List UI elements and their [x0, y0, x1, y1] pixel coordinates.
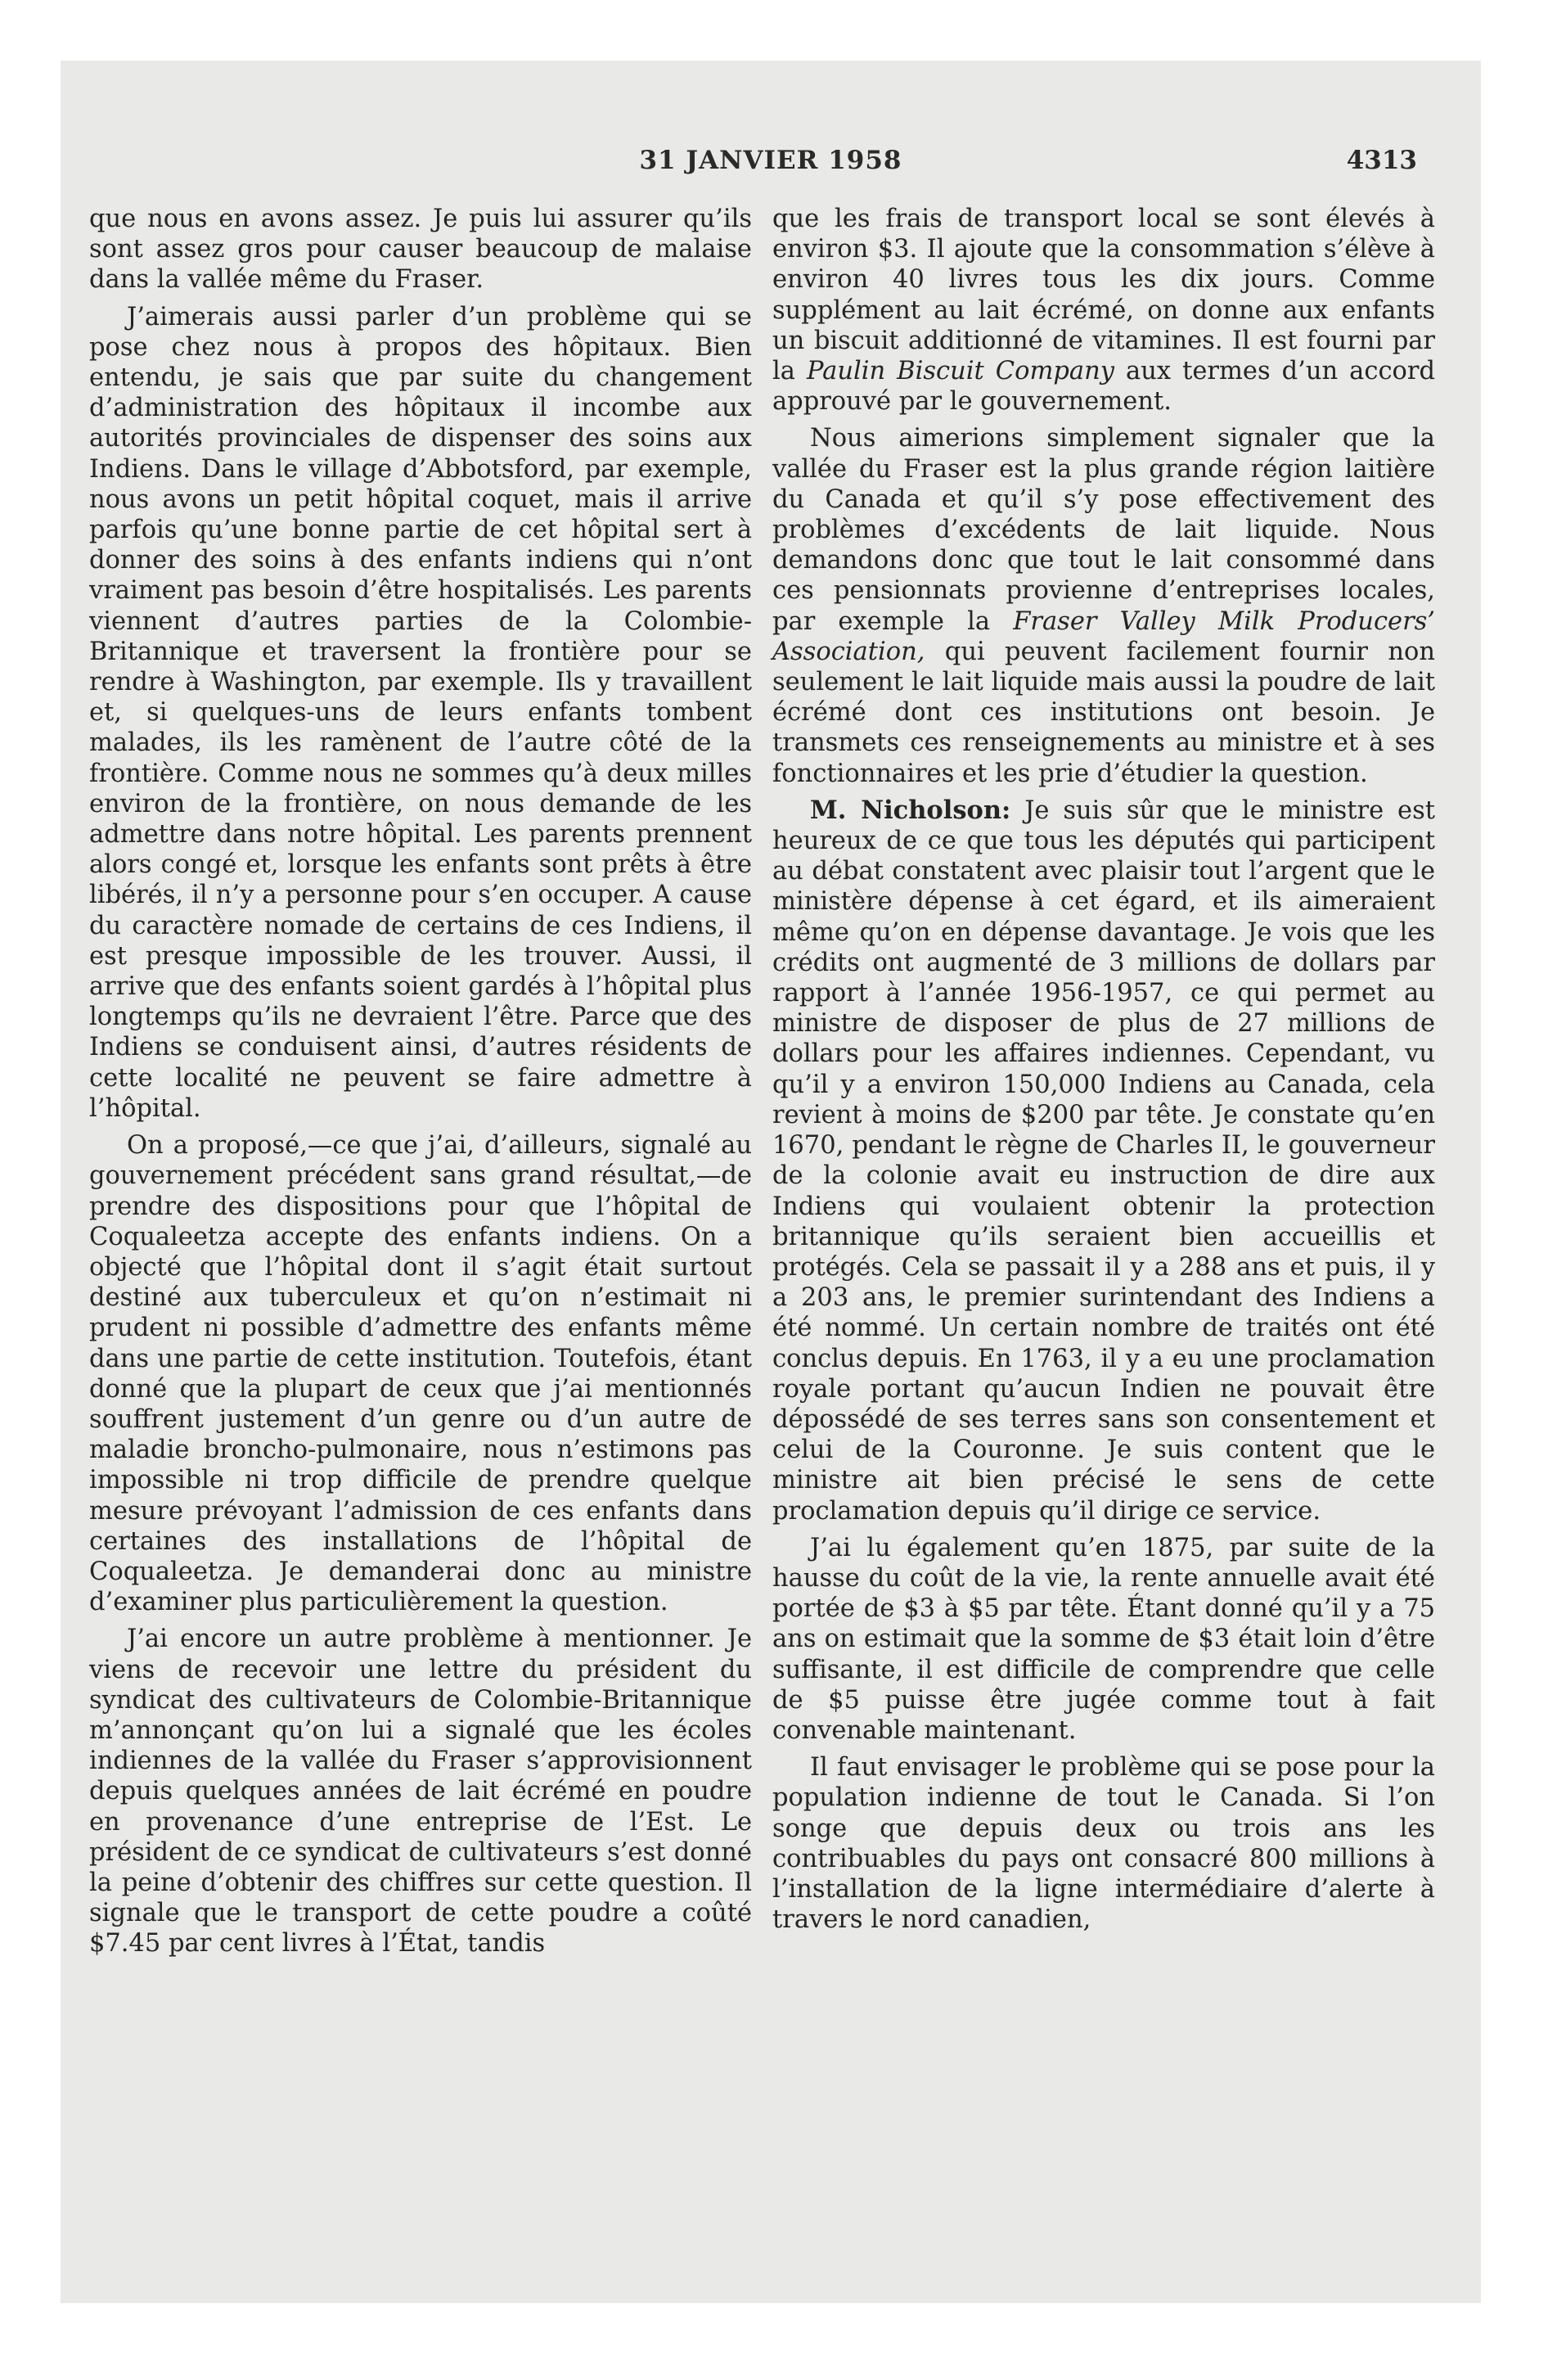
page-number: 4313 — [1346, 146, 1417, 175]
paragraph-left-3: On a proposé,—ce que j’ai, d’ailleurs, signalé au gouvernement précédent sans grand résultat,—de prendre des dispositions pour que l’hôpital de Coqualeetza accepte des enfants indiens. On a objecté que l’hôpital dont il s’agit était surtout destiné aux tuberculeux et qu’on n’estimait ni prudent ni possible d’admettre des enfants même dans une partie de cette institution. Toutefois, étant donné que la plupart de ceux que j’ai mentionnés souffrent justement d’un genre ou d’un autre de maladie broncho-pulmonaire, nous n’estimons pas impossible ni trop difficile de prendre quelque mesure prévoyant l’admission de ces enfants dans certaines des installations de l’hôpital de Coqualeetza. Je demanderai donc au ministre d’examiner plus particulièrement la question. — [89, 1131, 752, 1617]
company-name: Paulin Biscuit Company — [806, 357, 1114, 386]
paragraph-right-1-text-a: que les frais de transport local se sont élevés à environ $3. Il ajoute que la consommation s’élève à environ 40 livres tous les dix jours. Comme supplément au lait écrémé, on donne aux enfants un biscuit additionné de vitamines. Il est fourni par la — [772, 205, 1435, 386]
paragraph-left-4: J’ai encore un autre problème à mentionner. Je viens de recevoir une lettre du président du syndicat des cultivateurs de Colombie-Britannique m’annonçant qu’on lui a signalé que les écoles indiennes de la vallée du Fraser s’approvisionnent depuis quelques années de lait écrémé en poudre en provenance d’une entreprise de l’Est. Le président de ce syndicat de cultivateurs s’est donné la peine d’obtenir des chiffres sur cette question. Il signale que le transport de cette poudre a coûté $7.45 par cent livres à l’État, tandis — [89, 1625, 752, 1959]
speaker-name: M. Nicholson: — [810, 795, 1011, 825]
page-header — [61, 146, 1481, 187]
header-date: 31 JANVIER 1958 — [639, 146, 902, 175]
right-column — [772, 204, 1435, 1935]
paragraph-right-1 — [772, 204, 1435, 417]
paragraph-right-4: J’ai lu également qu’en 1875, par suite de la hausse du coût de la vie, la rente annuelle avait été portée de $3 à $5 par tête. Étant donné qu’il y a 75 ans on estimait que la somme de $3 était loin d’être suffisante, il est difficile de comprendre que celle de $5 puisse être jugée comme tout à fait convenable maintenant. — [772, 1533, 1435, 1745]
paragraph-right-1-text-b: aux termes d’un accord approuvé par le gouvernement. — [772, 357, 1435, 417]
left-column — [89, 204, 752, 1959]
paragraph-right-3 — [772, 796, 1435, 1526]
paragraph-right-2 — [772, 423, 1435, 788]
paragraph-right-3-text: Je suis sûr que le ministre est heureux de ce que tous les députés qui participent au débat constatent avec plaisir tout l’argent que le ministère dépense à cet égard, et ils aimeraient même qu’on en dépense davantage. Je vois que les crédits ont augmenté de 3 millions de dollars par rapport à l’année 1956-1957, ce qui permet au ministre de disposer de plus de 27 millions de dollars pour les affaires indiennes. Cependant, vu qu’il y a environ 150,000 Indiens au Canada, cela revient à moins de $200 par tête. Je constate qu’en 1670, pendant le règne de Charles II, le gouverneur de la colonie avait eu instruction de dire aux Indiens qui voulaient obtenir la protection britannique qu’ils seraient bien accueillis et protégés. Cela se passait il y a 288 ans et puis, il y a 203 ans, le premier surintendant des Indiens a été nommé. Un certain nombre de traités ont été conclus depuis. En 1763, il y a eu une proclamation royale portant qu’aucun Indien ne pouvait être dépossédé de ses terres sans son consentement et celui de la Couronne. Je suis content que le ministre ait bien précisé le sens de cette proclamation depuis qu’il dirige ce service. — [772, 796, 1436, 1526]
association-name: Fraser Valley Milk Producers’ Association, — [772, 606, 1435, 666]
paragraph-right-2-text-b: qui peuvent facilement fournir non seulement le lait liquide mais aussi la poudre de lait écrémé dont ces institutions ont besoin. Je transmets ces renseignements au ministre et à ses fonctionnaires et les prie d’étudier la question. — [772, 637, 1435, 788]
scanned-page — [61, 61, 1481, 2303]
paragraph-left-1: que nous en avons assez. Je puis lui assurer qu’ils sont assez gros pour causer beaucoup de malaise dans la vallée même du Fraser. — [89, 205, 752, 295]
paragraph-right-2-text-a: Nous aimerions simplement signaler que la vallée du Fraser est la plus grande région laitière du Canada et qu’il s’y pose effectivement des problèmes d’excédents de lait liquide. Nous demandons donc que tout le lait consommé dans ces pensionnats provienne d’entreprises locales, par exemple la — [772, 424, 1435, 636]
paragraph-right-5: Il faut envisager le problème qui se pose pour la population indienne de tout le Canada. Si l’on songe que depuis deux ou trois ans les contribuables du pays ont consacré 800 millions à l’installation de la ligne intermédiaire d’alerte à travers le nord canadien, — [772, 1753, 1435, 1935]
paragraph-left-2: J’aimerais aussi parler d’un problème qui se pose chez nous à propos des hôpitaux. Bien entendu, je sais que par suite du changement d’administration des hôpitaux il incombe aux autorités provinciales de dispenser des soins aux Indiens. Dans le village d’Abbotsford, par exemple, nous avons un petit hôpital coquet, mais il arrive parfois qu’une bonne partie de cet hôpital sert à donner des soins à des enfants indiens qui n’ont vraiment pas besoin d’être hospitalisés. Les parents viennent d’autres parties de la Colombie-Britannique et traversent la frontière pour se rendre à Washington, par exemple. Ils y travaillent et, si quelques-uns de leurs enfants tombent malades, ils les ramènent de l’autre côté de la frontière. Comme nous ne sommes qu’à deux milles environ de la frontière, on nous demande de les admettre dans notre hôpital. Les parents prennent alors congé et, lorsque les enfants sont prêts à être libérés, il n’y a personne pour s’en occuper. A cause du caractère nomade de certains de ces Indiens, il est presque impossible de les trouver. Aussi, il arrive que des enfants soient gardés à l’hôpital plus longtemps qu’ils ne devraient l’être. Parce que des Indiens se conduisent ainsi, d’autres résidents de cette localité ne peuvent se faire admettre à l’hôpital. — [89, 302, 752, 1123]
